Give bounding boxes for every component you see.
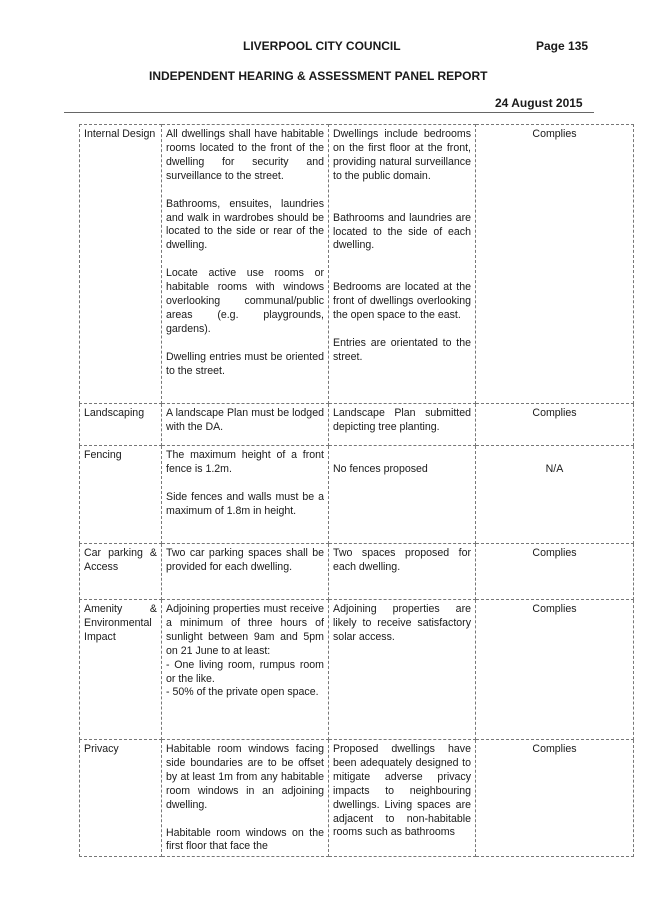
proposal-text: Dwellings include bedrooms on the first floor at the front, providing natural surveillance to the public domain. <box>333 128 471 182</box>
proposal-text: Proposed dwellings have been adequately designed to mitigate adverse privacy impacts to neighbouring dwellings. Living spaces are adjacent to non-habitable rooms such as bathrooms <box>333 743 471 839</box>
control-cell: Landscaping <box>80 404 162 446</box>
report-date: 24 August 2015 <box>495 96 583 110</box>
report-title: INDEPENDENT HEARING & ASSESSMENT PANEL REPORT <box>149 69 488 83</box>
proposal-text: Two spaces proposed for each dwelling. <box>333 547 471 573</box>
control-cell: Internal Design <box>80 125 162 404</box>
proposal-cell <box>329 544 476 600</box>
proposal-cell <box>329 404 476 446</box>
status-cell: Complies <box>476 544 634 600</box>
compliance-table <box>79 124 634 857</box>
proposal-cell <box>329 446 476 544</box>
requirement-cell <box>162 404 329 446</box>
proposal-text: Bedrooms are located at the front of dwellings overlooking the open space to the east. <box>333 281 471 322</box>
requirement-text: The maximum height of a front fence is 1.2m. <box>166 449 324 475</box>
council-name: LIVERPOOL CITY COUNCIL <box>243 39 401 53</box>
control-cell: Amenity & Environmental Impact <box>80 600 162 740</box>
status-cell: Complies <box>476 404 634 446</box>
table-row <box>80 600 634 740</box>
proposal-text: Bathrooms and laundries are located to the side of each dwelling. <box>333 211 471 252</box>
requirement-text: Bathrooms, ensuites, laundries and walk in wardrobes should be located to the side or rear of the dwelling. <box>166 197 324 252</box>
table-row <box>80 404 634 446</box>
page-number: Page 135 <box>536 39 589 53</box>
requirement-text: - One living room, rumpus room or the like. <box>166 658 324 685</box>
status-cell: Complies <box>476 125 634 404</box>
proposal-text: No fences proposed <box>333 463 428 475</box>
control-cell: Car parking & Access <box>80 544 162 600</box>
proposal-cell <box>329 125 476 404</box>
table-row <box>80 740 634 857</box>
proposal-cell <box>329 600 476 740</box>
requirement-text: Two car parking spaces shall be provided for each dwelling. <box>166 547 324 573</box>
proposal-cell <box>329 740 476 857</box>
requirement-text: Habitable room windows on the first floor that face the <box>166 826 324 853</box>
requirement-text: A landscape Plan must be lodged with the DA. <box>166 407 324 433</box>
status-cell: N/A <box>476 446 634 544</box>
requirement-cell <box>162 446 329 544</box>
requirement-cell <box>162 740 329 857</box>
requirement-text: Side fences and walls must be a maximum of 1.8m in height. <box>166 490 324 517</box>
requirement-cell <box>162 125 329 404</box>
control-cell: Fencing <box>80 446 162 544</box>
table-row <box>80 446 634 544</box>
requirement-text: Dwelling entries must be oriented to the street. <box>166 350 324 377</box>
requirement-cell <box>162 544 329 600</box>
proposal-text: Landscape Plan submitted depicting tree planting. <box>333 407 471 433</box>
requirement-text: - 50% of the private open space. <box>166 686 319 699</box>
table-row <box>80 125 634 404</box>
proposal-text: Entries are orientated to the street. <box>333 337 471 363</box>
status-cell: Complies <box>476 740 634 857</box>
requirement-cell <box>162 600 329 740</box>
status-cell: Complies <box>476 600 634 740</box>
requirement-text: Locate active use rooms or habitable rooms with windows overlooking communal/public areas (e.g. playgrounds, gardens). <box>166 267 324 335</box>
header-divider <box>64 112 594 113</box>
requirement-text: Habitable room windows facing side boundaries are to be offset by at least 1m from any habitable room windows in an adjoining dwelling. <box>166 743 324 811</box>
requirement-text: All dwellings shall have habitable rooms located to the front of the dwelling for security and surveillance to the street. <box>166 128 324 182</box>
table-row <box>80 544 634 600</box>
requirement-text: Adjoining properties must receive a minimum of three hours of sunlight between 9am and 5pm on 21 June to at least: <box>166 603 324 657</box>
proposal-text: Adjoining properties are likely to receive satisfactory solar access. <box>333 603 471 643</box>
control-cell: Privacy <box>80 740 162 857</box>
